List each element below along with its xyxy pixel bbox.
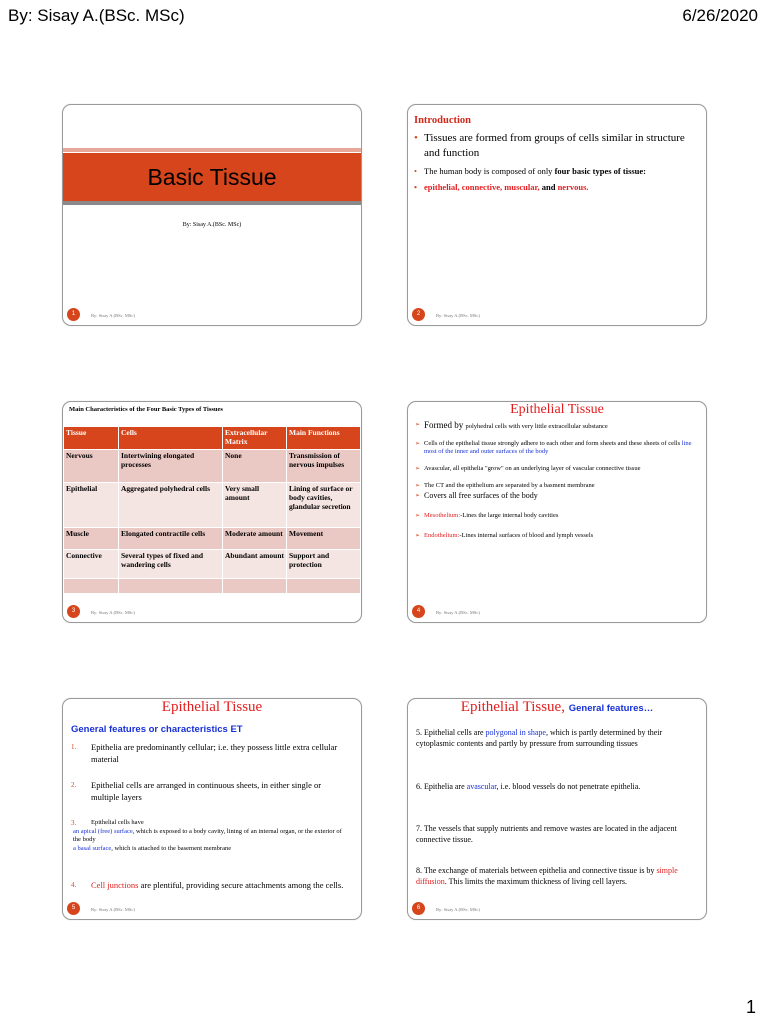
table-cell: Nervous	[64, 450, 119, 483]
bullet-list	[414, 131, 700, 197]
item-text	[71, 879, 351, 891]
slide-1[interactable]	[62, 104, 362, 326]
slide-title: Basic Tissue	[147, 164, 277, 190]
table-header-cell: Cells	[119, 427, 223, 450]
item-number: 2.	[71, 781, 77, 789]
bullet-item	[415, 492, 697, 500]
bullet-item	[415, 421, 697, 431]
item-text: 7. The vessels that supply nutrients and remove wastes are located in the adjacent connective tissue.	[416, 824, 677, 844]
item-subtext	[71, 828, 351, 845]
header-date: 6/26/2020	[682, 6, 758, 25]
table-header-cell: Tissue	[64, 427, 119, 450]
item-text: , i.e. blood vessels do not penetrate epithelia.	[496, 782, 641, 791]
item-number: 4.	[71, 881, 77, 889]
slide-footer: By: Sisay A.(BSc. MSc)	[436, 907, 480, 912]
bullet-text: and	[539, 182, 558, 192]
table-cell: Transmission of nervous impulses	[287, 450, 361, 483]
bullet-item	[414, 165, 700, 177]
tissue-types-text: epithelial, connective, muscular,	[424, 182, 540, 192]
slide-footer: By: Sisay A.(BSc. MSc)	[91, 313, 135, 318]
slide-subtitle: General features or characteristics ET	[71, 724, 243, 735]
item-text: Epithelia are predominantly cellular; i.e. they possess little extra cellular material	[91, 742, 338, 764]
bullet-text-blue: line most of the inner and outer surfaces of the body	[424, 440, 692, 455]
item-text-red: simple diffusion	[416, 866, 678, 886]
bullet-term: Endothelium:	[424, 532, 460, 539]
bullet-text: polyhedral cells with very little extracellular substance	[465, 423, 608, 430]
table-cell	[64, 579, 119, 594]
item-text: 5. Epithelial cells are	[416, 728, 486, 737]
item-text: , which is attached to the basement membrane	[111, 844, 232, 852]
slide-title	[408, 699, 706, 716]
item-number: 1.	[71, 743, 77, 751]
paragraph-item	[416, 865, 698, 887]
slide-number-badge: 4	[412, 605, 425, 618]
table-row	[64, 483, 361, 528]
list-item	[71, 879, 351, 891]
slide-3[interactable]	[62, 401, 362, 623]
slide-number-badge: 2	[412, 308, 425, 321]
slide-number-badge: 3	[67, 605, 80, 618]
title-band-top	[63, 148, 361, 152]
paragraph-item	[416, 781, 698, 792]
item-text: Epithelial cells have	[91, 819, 144, 826]
paragraph-item	[416, 727, 698, 749]
item-subtext	[71, 845, 351, 854]
tissue-nervous-text: nervous.	[557, 182, 589, 192]
bullet-text: -Lines internal surfaces of blood and lymph vessels	[459, 532, 594, 539]
title-band-bottom	[63, 201, 361, 205]
slide-6[interactable]	[407, 698, 707, 920]
bullet-text-bold: four basic types of tissue:	[554, 166, 647, 176]
table-header-cell: Main Functions	[287, 427, 361, 450]
cell-junctions-term: Cell junctions	[91, 880, 139, 890]
table-row	[64, 528, 361, 550]
item-text: Epithelial cells are arranged in continuous sheets, in either single or multiple layers	[91, 780, 322, 802]
table-cell: None	[223, 450, 287, 483]
slide-footer: By: Sisay A.(BSc. MSc)	[436, 610, 480, 615]
table-cell: Support and protection	[287, 550, 361, 579]
title-subtext: General features…	[568, 703, 654, 714]
item-text: , which is exposed to a body cavity, lining of an internal organ, or the exterior of the body	[73, 827, 342, 843]
slide-title: Epithelial Tissue	[510, 402, 604, 417]
table-header-row	[64, 427, 361, 450]
basal-surface-term: a basal surface	[73, 844, 112, 852]
slide-byline: By: Sisay A.(BSc. MSc)	[182, 222, 242, 228]
table-cell	[223, 579, 287, 594]
table-cell: Connective	[64, 550, 119, 579]
bullet-item	[415, 532, 697, 540]
bullet-item	[415, 465, 697, 473]
bullet-item	[414, 181, 700, 193]
item-text: 8. The exchange of materials between epithelia and connective tissue is by	[416, 866, 657, 875]
table-title: Main Characteristics of the Four Basic Types of Tissues	[69, 406, 223, 413]
table-cell: Intertwining elongated processes	[119, 450, 223, 483]
table-cell: Very small amount	[223, 483, 287, 528]
slide-2[interactable]	[407, 104, 707, 326]
table-header-cell: Extracellular Matrix	[223, 427, 287, 450]
item-text: 6. Epithelia are	[416, 782, 467, 791]
table-cell: Abundant amount	[223, 550, 287, 579]
table-cell: Aggregated polyhedral cells	[119, 483, 223, 528]
slide-heading: Introduction	[414, 115, 471, 126]
paragraph-item	[416, 823, 698, 845]
bullet-text: Covers all free surfaces of the body	[424, 491, 538, 500]
table-cell	[287, 579, 361, 594]
table-cell: Elongated contractile cells	[119, 528, 223, 550]
bullet-term: Mesothelium:	[424, 512, 461, 519]
table-row-empty	[64, 579, 361, 594]
item-text-blue: polygonal in shape	[485, 728, 546, 737]
table-cell: Lining of surface or body cavities, glandular secretion	[287, 483, 361, 528]
apical-surface-term: an apical (free) surface	[73, 827, 133, 835]
slide-number-badge: 1	[67, 308, 80, 321]
bullet-list	[415, 421, 697, 540]
table-row	[64, 550, 361, 579]
slide-4[interactable]	[407, 401, 707, 623]
item-text: are plentiful, providing secure attachments among the cells.	[138, 880, 344, 890]
title-text: Epithelial Tissue,	[460, 699, 565, 715]
bullet-text: -Lines the large internal body cavities	[460, 512, 559, 519]
list-item	[71, 819, 351, 853]
table-cell: Epithelial	[64, 483, 119, 528]
tissue-table	[63, 426, 361, 594]
bullet-text: Formed by	[424, 420, 466, 430]
bullet-text: Avascular, all epithelia "grow" on an underlying layer of vascular connective tissue	[424, 465, 641, 472]
slide-footer: By: Sisay A.(BSc. MSc)	[91, 907, 135, 912]
item-text: , which is partly determined by their cytoplasmic contents and partly by pressure from surrounding tissues	[416, 728, 663, 748]
bullet-text: Cells of the epithelial tissue strongly adhere to each other and form sheets and these sheets of cells	[424, 440, 682, 447]
slide-footer: By: Sisay A.(BSc. MSc)	[436, 313, 480, 318]
bullet-item	[414, 131, 700, 161]
table-cell: Moderate amount	[223, 528, 287, 550]
bullet-item	[415, 512, 697, 520]
bullet-item	[415, 440, 697, 456]
table-cell: Muscle	[64, 528, 119, 550]
list-item	[71, 741, 351, 765]
header-author: By: Sisay A.(BSc. MSc)	[8, 6, 185, 25]
bullet-text: Tissues are formed from groups of cells similar in structure and function	[424, 132, 685, 159]
table-row	[64, 450, 361, 483]
slide-title: Epithelial Tissue	[161, 699, 263, 715]
item-text: . This limits the maximum thickness of living cell layers.	[444, 877, 628, 886]
bullet-text: The human body is composed of only	[424, 166, 555, 176]
slide-footer: By: Sisay A.(BSc. MSc)	[91, 610, 135, 615]
item-number: 3.	[71, 819, 77, 827]
list-item	[71, 779, 351, 803]
item-text-blue: avascular	[466, 782, 497, 791]
slide-number-badge: 5	[67, 902, 80, 915]
slide-number-badge: 6	[412, 902, 425, 915]
page-number: 1	[745, 997, 756, 1017]
table-cell: Movement	[287, 528, 361, 550]
bullet-text: The CT and the epithelium are separated by a basment membrane	[424, 482, 595, 489]
slide-5[interactable]	[62, 698, 362, 920]
table-cell	[119, 579, 223, 594]
bullet-item	[415, 482, 697, 490]
table-cell: Several types of fixed and wandering cells	[119, 550, 223, 579]
